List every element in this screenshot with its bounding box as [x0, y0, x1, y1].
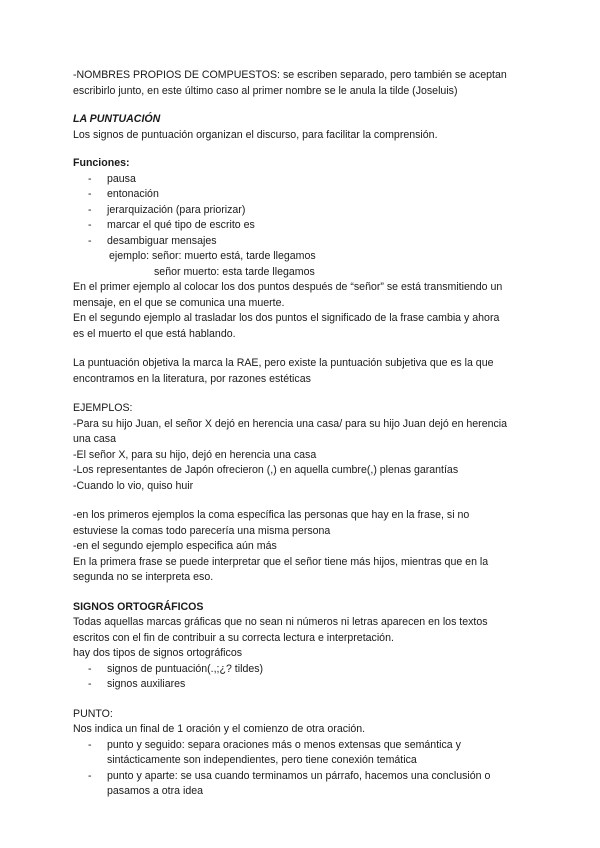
comment-line: segunda no se interpreta eso.: [73, 571, 214, 583]
comment-line: estuviese la comas todo parecería una misma persona: [73, 524, 331, 537]
section-title-punto: PUNTO:: [73, 707, 113, 720]
comment-line: -en el segundo ejemplo especifica aún más: [73, 540, 277, 552]
comment-line: En la primera frase se puede interpretar que el señor tiene más hijos, mientras que en la: [73, 555, 489, 568]
list-item: - jerarquización (para priorizar): [73, 203, 543, 219]
list-dash: -: [88, 678, 92, 690]
list-item: - desambiguar mensajes: [73, 234, 543, 250]
list-dash: -: [88, 188, 92, 200]
signos-list: [73, 662, 543, 693]
paragraph-line: En el primer ejemplo al colocar los dos puntos después de “señor” se está transmitiendo un: [73, 281, 503, 293]
list-item-continuation: pasamos a otra idea: [107, 785, 203, 797]
list-item: - signos de puntuación(.,;¿? tildes): [73, 662, 543, 678]
paragraph-line: La puntuación objetiva la marca la RAE, pero existe la puntuación subjetiva que es la que: [73, 357, 494, 369]
example-line: una casa: [73, 433, 116, 445]
example-line: -Para su hijo Juan, el señor X dejó en herencia una casa/ para su hijo Juan dejó en herencia: [73, 417, 508, 430]
funciones-list: [73, 172, 543, 250]
puntuacion-description: Los signos de puntuación organizan el discurso, para facilitar la comprensión.: [73, 128, 438, 141]
paragraph-line: es el muerto el que está hablando.: [73, 327, 236, 340]
paragraph-line: mensaje, en el que se comunica una muerte.: [73, 296, 285, 309]
paragraph-line: Todas aquellas marcas gráficas que no sean ni números ni letras aparecen en los textos: [73, 616, 488, 628]
list-dash: -: [88, 203, 92, 216]
document-page: [73, 68, 543, 800]
punto-description: Nos indica un final de 1 oración y el comienzo de otra oración.: [73, 723, 366, 735]
list-dash: -: [88, 172, 92, 185]
list-item: - marcar el qué tipo de escrito es: [73, 218, 543, 234]
list-item: - signos auxiliares: [73, 677, 543, 693]
comment-line: -en los primeros ejemplos la coma específica las personas que hay en la frase, si no: [73, 509, 470, 521]
example-line: -Cuando lo vio, quiso huir: [73, 479, 194, 492]
paragraph-line: encontramos en la literatura, por razones estéticas: [73, 372, 311, 385]
intro-line-2: escribirlo junto, en este último caso al primer nombre se le anula la tilde (Joseluis): [73, 84, 458, 97]
punto-list: [73, 738, 543, 800]
example-line: -Los representantes de Japón ofrecieron (,) en aquella cumbre(,) plenas garantías: [73, 464, 459, 476]
section-title-puntuacion: LA PUNTUACIÓN: [73, 113, 161, 125]
list-item: - pausa: [73, 172, 543, 188]
paragraph-line: En el segundo ejemplo al trasladar los dos puntos el significado de la frase cambia y ahora: [73, 312, 500, 324]
list-dash: -: [88, 234, 92, 247]
example-line-1: ejemplo: señor: muerto está, tarde llegamos: [109, 250, 316, 262]
list-dash: -: [88, 219, 92, 231]
intro-line-1: -NOMBRES PROPIOS DE COMPUESTOS: se escriben separado, pero también se aceptan: [73, 69, 507, 81]
list-dash: -: [88, 769, 92, 782]
section-title-signos: SIGNOS ORTOGRÁFICOS: [73, 600, 204, 613]
list-item: - punto y seguido: separa oraciones más o menos extensas que semántica y: [73, 738, 543, 754]
example-line: -El señor X, para su hijo, dejó en herencia una casa: [73, 448, 317, 461]
list-item-continuation: sintácticamente son independientes, pero tiene conexión temática: [107, 754, 417, 766]
paragraph-line: escritos con el fin de contribuir a su correcta lectura e interpretación.: [73, 631, 394, 644]
paragraph-line: hay dos tipos de signos ortográficos: [73, 647, 243, 659]
list-dash: -: [88, 662, 92, 675]
funciones-title: Funciones:: [73, 157, 130, 169]
list-item: - punto y aparte: se usa cuando terminamos un párrafo, hacemos una conclusión o: [73, 769, 543, 785]
example-line-2: señor muerto: esta tarde llegamos: [154, 265, 315, 278]
list-dash: -: [88, 738, 92, 751]
list-item: - entonación: [73, 187, 543, 203]
section-title-ejemplos: EJEMPLOS:: [73, 402, 133, 414]
